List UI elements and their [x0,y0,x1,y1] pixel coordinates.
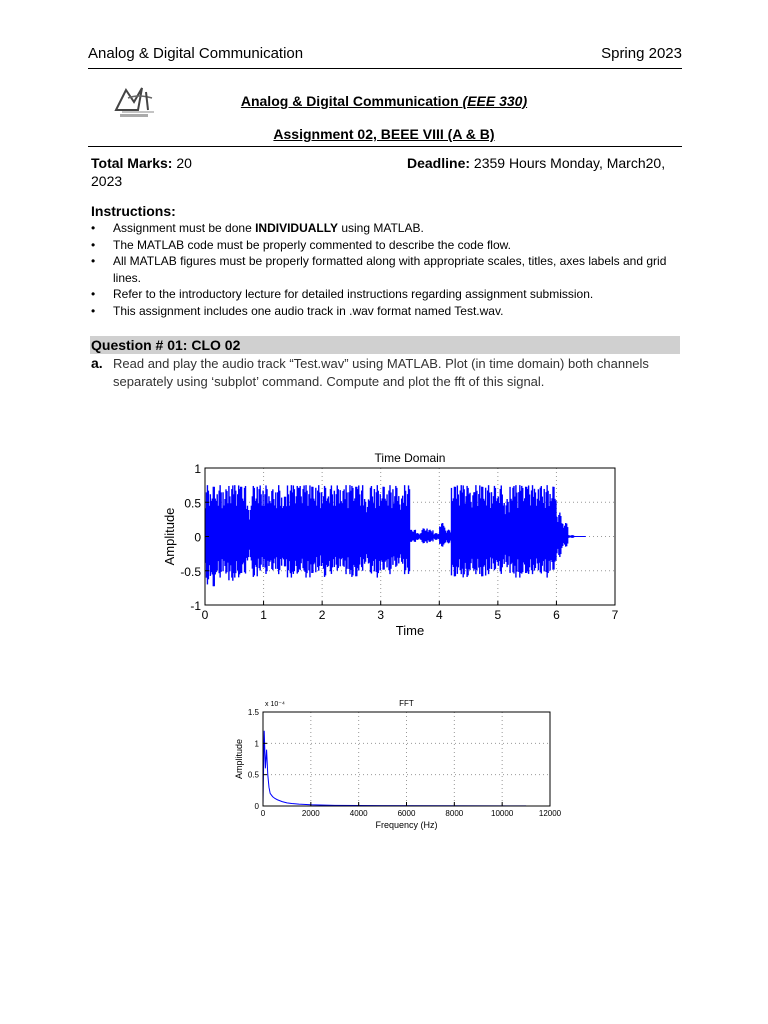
instruction-item: • The MATLAB code must be properly commented to describe the code flow. [91,237,681,254]
deadline-year: 2023 [91,173,123,189]
time-domain-chart [150,440,630,650]
chart-title: Time Domain [374,451,446,465]
x-tick-label: 10000 [491,809,514,818]
assignment-title: Assignment 02, BEEE VIII (A & B) [273,126,495,142]
page-header-right: Spring 2023 [601,45,682,62]
x-tick-label: 0 [201,608,209,622]
x-tick-label: 4000 [349,809,368,818]
x-axis-label: Time [395,623,425,638]
x-tick-label: 6000 [397,809,416,818]
y-axis-exponent: x 10⁻⁴ [265,701,285,708]
x-tick-label: 6 [553,608,560,622]
x-axis-label: Frequency (Hz) [375,820,438,830]
x-tick-label: 1 [260,608,267,622]
x-tick-label: 12000 [538,809,562,818]
instruction-item: • Assignment must be done INDIVIDUALLY using MATLAB. [91,220,681,237]
question-part-letter: a. [91,355,103,371]
y-tick-label: 1 [254,739,259,749]
question-title: Question # 01: CLO 02 [91,337,241,353]
x-tick-label: 7 [611,608,619,622]
deadline: Deadline: 2359 Hours Monday, March20, [407,155,666,171]
fft-chart [225,690,575,840]
instruction-item: • All MATLAB figures must be properly formatted along with appropriate scales, titles, axes labels and grid lines. [91,253,681,286]
header-rule [88,68,682,69]
x-tick-label: 0 [260,809,266,818]
x-tick-label: 8000 [445,809,464,818]
y-tick-label: 1 [194,462,201,476]
x-tick-label: 3 [377,608,385,622]
instruction-item: • This assignment includes one audio track in .wav format named Test.wav. [91,303,681,320]
instructions-list [91,220,681,319]
y-axis-label: Amplitude [161,507,177,566]
y-axis-label: Amplitude [234,738,245,780]
instruction-item: • Refer to the introductory lecture for detailed instructions regarding assignment submission. [91,286,681,303]
chart-title: FFT [399,699,414,708]
x-tick-label: 2 [318,608,326,622]
total-marks: Total Marks: 20 [91,155,192,171]
question-text: Read and play the audio track “Test.wav” using MATLAB. Plot (in time domain) both channels separately using ‘subplot’ command. Compute and plot the fft of this signal. [113,356,649,389]
title-rule [88,146,682,147]
y-tick-label: -0.5 [180,564,201,579]
y-tick-label: 0 [194,530,201,545]
x-tick-label: 4 [435,608,443,622]
x-tick-label: 2000 [301,809,320,818]
course-title: Analog & Digital Communication (EEE 330) [240,93,528,109]
y-tick-label: -1 [190,599,201,613]
y-tick-label: 0.5 [184,496,201,511]
x-tick-label: 5 [494,608,502,622]
page-header-left: Analog & Digital Communication [88,45,304,62]
plot-area [263,712,550,806]
y-tick-label: 1.5 [247,708,259,717]
y-tick-label: 0.5 [247,770,259,780]
y-tick-label: 0 [254,802,259,811]
instructions-title: Instructions: [91,203,176,219]
